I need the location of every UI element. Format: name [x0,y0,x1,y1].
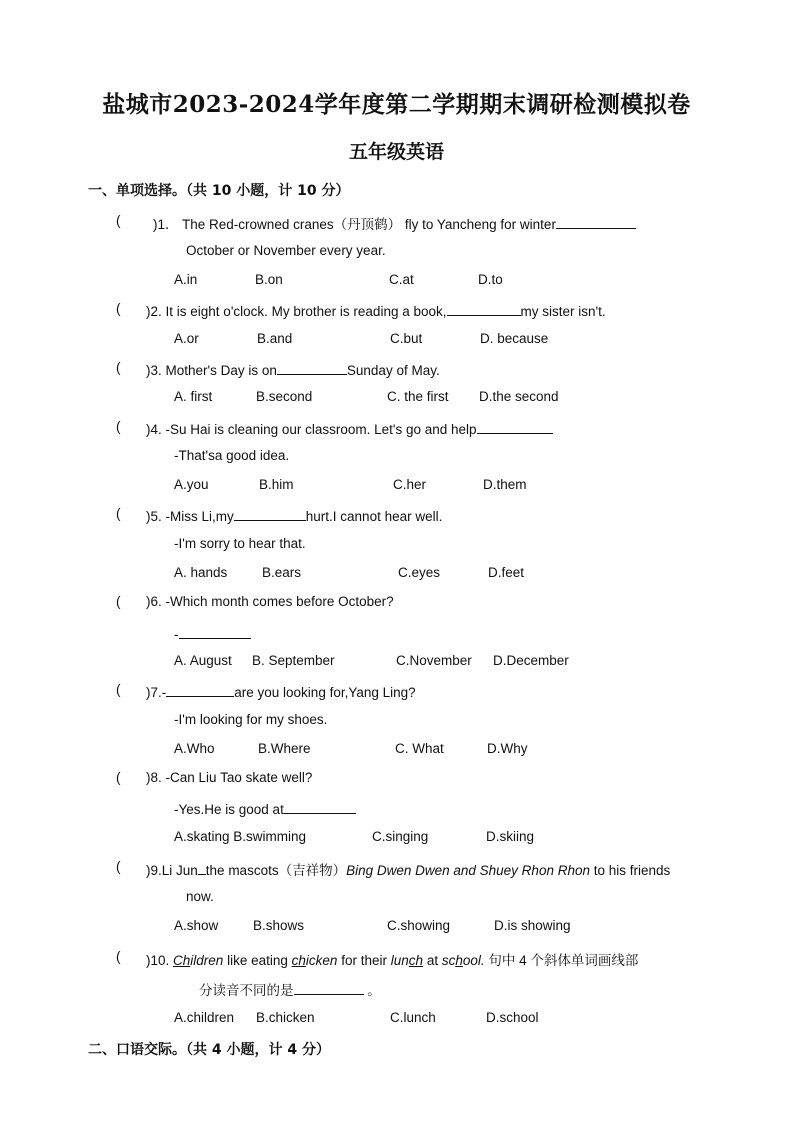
answer-bracket[interactable]: ( [116,594,121,609]
answer-bracket[interactable]: ( [116,682,121,697]
answer-blank[interactable] [556,214,636,229]
question-stem: -Miss Li,my [165,509,234,524]
section-heading-1: 一、单项选择。（共 10 小题，计 10 分） [88,183,350,199]
question-response: -I'm sorry to hear that. [174,536,306,551]
question-stem: Li Jun [161,863,198,878]
answer-blank[interactable] [277,360,347,375]
option-b[interactable]: B.Where [258,741,311,756]
option-a[interactable]: A.show [174,918,219,933]
question-stem-tail: to his friends [593,863,671,878]
section-heading-2: 二、口语交际。（共 4 小题，计 4 分） [88,1042,330,1058]
answer-blank[interactable] [234,506,306,521]
option-d[interactable]: D.skiing [486,829,535,844]
answer-bracket[interactable]: ( [116,360,121,375]
question-stem: like eating [227,953,288,968]
option-d[interactable]: D.them [483,477,527,492]
answer-bracket[interactable]: ( [116,859,121,874]
question-6 [146,594,394,609]
word-school: school. [441,953,485,968]
question-1 [153,213,636,233]
question-stem: for their [341,953,387,968]
question-stem: -Can Liu Tao skate well? [165,770,313,785]
word-chicken: chicken [291,953,338,968]
option-d[interactable]: D. because [480,331,549,346]
question-number: )2. [146,304,162,319]
option-d[interactable]: D.Why [487,741,528,756]
question-4 [146,419,553,437]
question-number: )8. [146,770,162,785]
answer-bracket[interactable]: ( [116,301,121,316]
option-b[interactable]: B. September [252,653,335,668]
response-dash: - [174,627,179,642]
answer-blank[interactable] [179,624,251,639]
option-c[interactable]: C.November [396,653,472,668]
question-stem-tail: 句中 4 个斜体单词画线部 [488,953,639,968]
page-subtitle: 五年级英语 [348,141,444,163]
option-d[interactable]: D.December [493,653,569,668]
option-b[interactable]: B.and [257,331,293,346]
option-b[interactable]: B.him [259,477,294,492]
word-lunch: lunch [390,953,424,968]
option-c[interactable]: C.singing [372,829,429,844]
page-title: 盐城市2023-2024学年度第二学期期末调研检测模拟卷 [102,91,691,118]
question-2 [146,301,606,319]
answer-bracket[interactable]: ( [116,213,121,228]
question-8 [146,770,312,785]
answer-blank[interactable] [477,419,553,434]
answer-blank[interactable] [166,682,234,697]
option-a[interactable]: A.children [174,1010,235,1025]
question-stem: Mother's Day is on [165,363,277,378]
question-stem-tail: hurt.I cannot hear well. [305,509,443,524]
question-stem-line2: 分读音不同的是 。 [199,979,381,999]
answer-bracket[interactable]: ( [116,770,121,785]
question-10 [146,949,638,969]
question-stem: It is eight o'clock. My brother is reading a book, [165,304,447,319]
question-response [174,624,251,642]
question-number: )1． [153,217,179,232]
option-d[interactable]: D.school [486,1010,539,1025]
option-c[interactable]: C. the first [387,389,449,404]
question-number: )9. [146,863,162,878]
question-stem: The Red-crowned cranes（丹顶鹤） fly to Yancheng for winter [182,217,556,232]
option-d[interactable]: D.to [478,272,503,287]
question-stem-tail: Sunday of May. [346,363,440,378]
word-children: Children [173,953,224,968]
question-response [174,799,356,817]
option-d[interactable]: D.feet [488,565,525,580]
question-dash: - [161,685,167,700]
question-number: )4. [146,422,162,437]
option-d[interactable]: D.is showing [494,918,571,933]
option-a[interactable]: A. hands [174,565,228,580]
option-c[interactable]: C.at [389,272,414,287]
answer-blank[interactable] [284,799,356,814]
option-b[interactable]: B.chicken [256,1010,315,1025]
question-stem: -Which month comes before October? [165,594,394,609]
option-b[interactable]: B.shows [253,918,305,933]
option-c[interactable]: C.showing [387,918,451,933]
option-c[interactable]: C.lunch [390,1010,436,1025]
answer-blank[interactable] [294,980,364,995]
option-c[interactable]: C. What [395,741,444,756]
option-c[interactable]: C.her [393,477,427,492]
answer-blank[interactable] [198,860,206,875]
option-c[interactable]: C.eyes [398,565,441,580]
question-5 [146,506,442,524]
answer-bracket[interactable]: ( [116,949,121,964]
question-stem-line2: October or November every year. [186,243,386,258]
option-a-b[interactable]: A.skating B.swimming [174,829,307,844]
question-stem: -Su Hai is cleaning our classroom. Let's go and help [165,422,477,437]
option-a[interactable]: A.or [174,331,199,346]
question-9 [146,859,670,879]
question-number: )5. [146,509,162,524]
option-d[interactable]: D.the second [479,389,559,404]
option-b[interactable]: B.second [256,389,313,404]
question-response: -I'm looking for my shoes. [174,712,328,727]
question-7 [146,682,416,700]
option-b[interactable]: B.ears [262,565,302,580]
mascot-names: Bing Dwen Dwen and Shuey Rhon Rhon [346,863,590,878]
option-a[interactable]: A. first [174,389,213,404]
question-3 [146,360,440,378]
answer-bracket[interactable]: ( [116,419,121,434]
answer-bracket[interactable]: ( [116,506,121,521]
question-stem-line2: now. [186,889,214,904]
question-number: )7. [146,685,162,700]
option-a[interactable]: A.in [174,272,198,287]
option-c[interactable]: C.but [390,331,423,346]
response-text: -Yes.He is good at [174,802,284,817]
option-a[interactable]: A.you [174,477,209,492]
question-number: )6. [146,594,162,609]
answer-blank[interactable] [447,301,521,316]
question-number: )3. [146,363,162,378]
option-b[interactable]: B.on [255,272,283,287]
option-a[interactable]: A. August [174,653,232,668]
question-response: -That'sa good idea. [174,448,290,463]
question-stem-tail: are you looking for,Yang Ling? [234,685,416,700]
question-number: )10. [146,953,170,968]
option-a[interactable]: A.Who [174,741,215,756]
question-stem: at [426,953,439,968]
question-stem-mid: the mascots（吉祥物） [205,863,347,878]
question-stem-tail: my sister isn't. [520,304,606,319]
